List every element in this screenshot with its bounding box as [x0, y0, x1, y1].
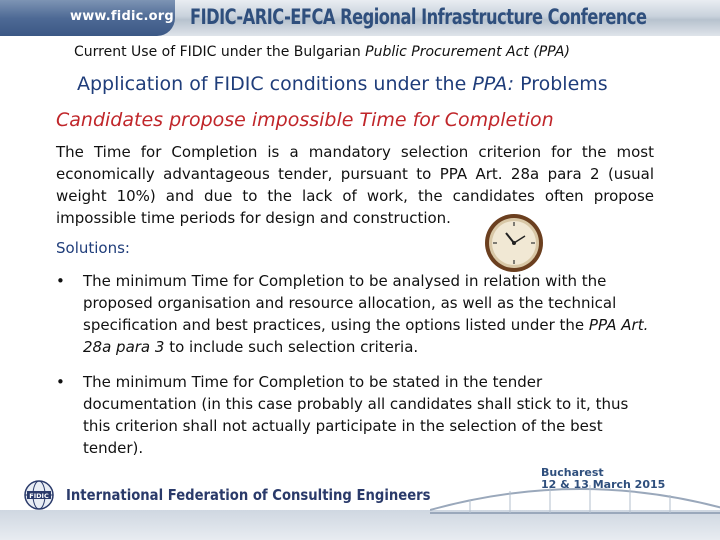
heading-ppa: PPA:	[472, 73, 515, 95]
bullet-text	[83, 270, 660, 358]
bullet2-text: The minimum Time for Completion to be stated in the tender documentation (in this case probably all candidates shall stick to it, thus this criterion shall not actually participate in the selection of the best tender).	[83, 373, 629, 457]
subtitle-text: Current Use of FIDIC under the Bulgarian	[74, 44, 366, 60]
site-url[interactable]: www.fidic.org	[70, 9, 174, 24]
event-city: Bucharest	[541, 466, 604, 479]
slide-subtitle	[74, 44, 570, 60]
list-item	[56, 270, 660, 358]
header-banner	[0, 0, 720, 36]
bullet1-text-b: to include such selection criteria.	[164, 338, 419, 356]
heading-problems: Problems	[514, 73, 608, 95]
list-item	[56, 371, 660, 459]
bullet-marker: •	[56, 373, 65, 391]
clock-image	[484, 213, 544, 273]
slide-heading	[77, 73, 608, 95]
bullet1-text-a: The minimum Time for Completion to be analysed in relation with the proposed organisation and resource allocation, as well as the technical specification and best practices, using the options listed under the	[83, 272, 617, 334]
conference-title: FIDIC-ARIC-EFCA Regional Infrastructure Conference	[190, 5, 647, 29]
body-paragraph: The Time for Completion is a mandatory selection criterion for the most economically advantageous tender, pursuant to PPA Art. 28a para 2 (usual weight 10%) and due to the lack of work, the candidates often propose impossible time periods for design and construction.	[56, 143, 654, 227]
fidic-logo	[18, 480, 60, 510]
bullet-marker: •	[56, 272, 65, 290]
logo-text: FIDIC	[29, 491, 49, 500]
subtitle-act: Public Procurement Act (PPA)	[365, 44, 570, 60]
event-dates: 12 & 13 March 2015	[541, 478, 666, 491]
solutions-label: Solutions:	[56, 239, 130, 257]
heading-text: Application of FIDIC conditions under the	[77, 73, 473, 95]
federation-name: International Federation of Consulting Engineers	[66, 486, 431, 504]
bullet1-act-ref: PPA Art. 28a para 3	[83, 316, 649, 356]
problem-statement: Candidates propose impossible Time for Completion	[56, 109, 554, 131]
